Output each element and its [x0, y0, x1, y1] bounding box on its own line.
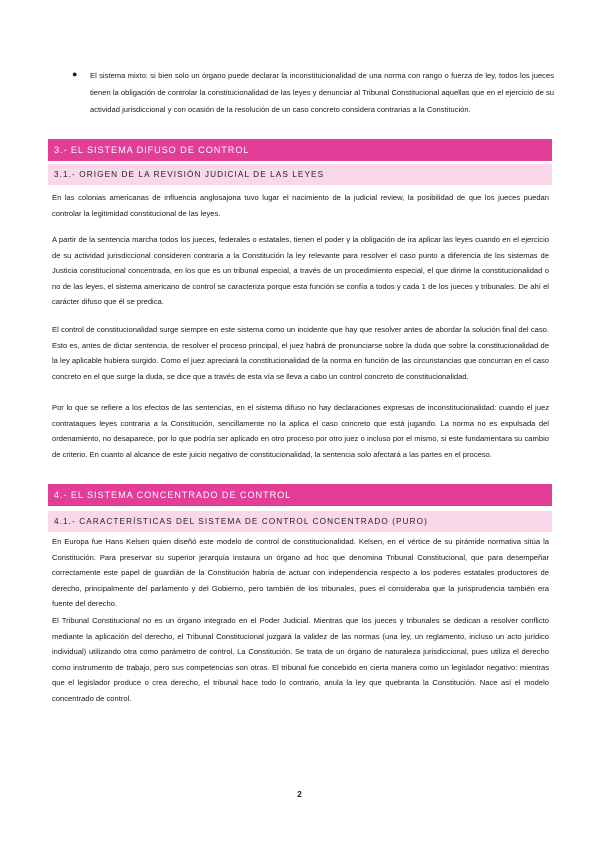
page-number: 2 — [297, 790, 302, 799]
paragraph: En las colonias americanas de influencia anglosajona tuvo lugar el nacimiento de la judicial review, la posibilidad de que los jueces puedan controlar la legitimidad constitucional de las leyes. — [52, 193, 549, 218]
paragraph: En Europa fue Hans Kelsen quien diseñó este modelo de control de constitucionalidad. Kelsen, en el vértice de su pirámide normativa sitúa la Constitución. Para preservar su superior jerarquía instaura un órgano ad hoc que denomina Tribunal Constitucional, que para desempeñar correctamente este papel de guardián de la Constitución habría de actuar con independencia respecto a los poderes estatales productores de derecho, principalmente del parlamento y del Gobierno, pero también de los tribunales, pues el consideraba que la jurisprudencia también era fuente del derecho. — [52, 537, 549, 609]
paragraph: A partir de la sentencia marcha todos los jueces, federales o estatales, tienen el poder y la obligación de ira aplicar las leyes cuando en el ejercicio de su actividad jurisdiccional consideren contraria a la Constitución la ley relevante para resolver el caso punto a diferencia de los sistemas de Justicia constitucional concentrada, en los que es un tribunal especial, a través de un procedimiento especial, el que dirime la constitucionalidad o no de las leyes, el sistema americano de control se caracteriza porque esta función se confía a todos y cada 1 de los jueces y tribunales. De ahí el carácter difuso que él se predica. — [52, 235, 549, 307]
paragraph: Por lo que se refiere a los efectos de las sentencias, en el sistema difuso no hay declaraciones expresas de inconstitucionalidad: cuando el juez contrataques leyes contraria a la Constitución, sencillamente no la aplica el caso concreto que está jugando. La norma no es expulsada del ordenamiento, no desaparece, por lo que podría ser aplicado en otro proceso por otro juez o incluso por el mismo, si este fundamentara su cambio de criterio. En cuanto al alcance de este juicio negativo de constitucionalidad, la sentencia solo afectará a las partes en el proceso. — [52, 403, 549, 459]
section-3-heading: 3.- EL SISTEMA DIFUSO DE CONTROL — [48, 139, 552, 161]
paragraph: El control de constitucionalidad surge siempre en este sistema como un incidente que hay que resolver antes de abordar la solución final del caso. Esto es, antes de dictar sentencia, de resolver el proceso principal, el juez habrá de pronunciarse sobre la duda que sobre la constitucionalidad de la ley aplicable hubiera surgido. Como el juez apreciará la constitucionalidad de la norma en función de las circunstancias que concurran en el caso concreto en el que surge la duda, se dice que a través de esta vía se lleva a cabo un control concreto de constitucionalidad. — [52, 325, 549, 381]
bullet-text: El sistema mixto: si bien solo un órgano puede declarar la inconstitucionalidad de una norma con rango o fuerza de ley, todos los jueces tienen la obligación de controlar la constitucionalidad de las leyes y denunciar al Tribunal Constitucional aquellas que en el ejercicio de su actividad jurisdiccional y con ocasión de la resolución de un caso concreto considera contrarias a la Constitución. — [90, 71, 554, 114]
section-4-heading: 4.- EL SISTEMA CONCENTRADO DE CONTROL — [48, 484, 552, 506]
bullet-icon: ● — [72, 69, 78, 79]
paragraph: El Tribunal Constitucional no es un órgano integrado en el Poder Judicial. Mientras que los jueces y tribunales se dedican a resolver conflicto mediante la aplicación del derecho, el Tribunal Constitucional juzgará la validez de las normas (una ley, un reglamento, incluso un acto jurídico individual) utilizando otra como parámetro de control, La Constitución. Se trata de un órgano de naturaleza jurisdiccional, pues utiliza el derecho como instrumento de trabajo, pero sus competencias son otras. El tribunal fue concebido en cierta manera como un legislador negativo: mientras que el legislador produce o crea derecho, el tribunal hace todo lo contrario, anula la ley que quebranta la Constitución. Nace así el modelo concentrado de control. — [52, 616, 549, 703]
section-4-1-heading: 4.1.- CARACTERÍSTICAS DEL SISTEMA DE CONTROL CONCENTRADO (PURO) — [48, 511, 552, 532]
section-3-1-heading: 3.1.- ORIGEN DE LA REVISIÓN JUDICIAL DE LAS LEYES — [48, 164, 552, 185]
bullet-item — [64, 68, 554, 118]
